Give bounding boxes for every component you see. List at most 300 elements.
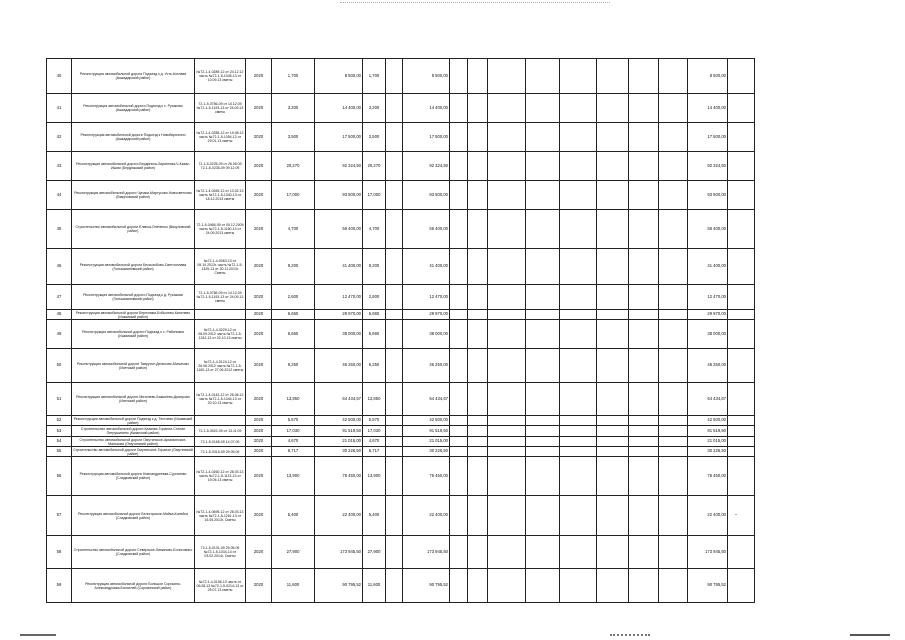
road-works-table	[46, 58, 755, 603]
length-km-2: 17,030	[363, 426, 386, 437]
table-row	[47, 536, 755, 569]
empty-cell	[450, 123, 468, 152]
empty-cell	[629, 383, 659, 416]
empty-cell	[468, 496, 488, 536]
empty-cell	[526, 569, 560, 603]
empty-cell	[659, 94, 688, 123]
empty-cell	[629, 569, 659, 603]
cost-value: 38 000,00	[315, 320, 363, 349]
margin-mark: -	[735, 512, 737, 519]
cost-value-2: 76 450,00	[403, 457, 450, 496]
empty-cell	[386, 447, 403, 457]
empty-cell	[629, 123, 659, 152]
empty-cell	[659, 447, 688, 457]
completion-year: 2020	[246, 181, 272, 210]
table-row	[47, 310, 755, 320]
empty-cell	[450, 59, 468, 94]
table-row	[47, 320, 755, 349]
empty-cell	[488, 349, 526, 383]
empty-cell	[386, 496, 403, 536]
object-name: Реконструкция автомобильной дороги Таврутье-Денисово-Мизоново (Исетский район)	[72, 349, 195, 383]
empty-cell	[526, 123, 560, 152]
length-km: 4,700	[272, 210, 315, 249]
empty-cell	[728, 447, 755, 457]
project-document: 72-1-5-0315-09 29.09.09	[195, 447, 246, 457]
empty-cell	[386, 426, 403, 437]
empty-cell	[659, 249, 688, 285]
row-number: 40	[47, 59, 72, 94]
total-value: 38 000,00	[688, 320, 728, 349]
empty-cell	[659, 152, 688, 181]
empty-cell	[468, 310, 488, 320]
empty-cell	[468, 416, 488, 426]
length-km-2: 6,660	[363, 320, 386, 349]
empty-cell	[450, 457, 468, 496]
length-km-2: 27,900	[363, 536, 386, 569]
empty-cell	[597, 457, 629, 496]
project-document: №72-1-4-0229-12 от 06.09.2012 часть №72-1-5-1242-13 от 02.10.13 сметы	[195, 320, 246, 349]
empty-cell	[728, 123, 755, 152]
empty-cell	[597, 181, 629, 210]
empty-cell	[560, 536, 597, 569]
empty-cell	[560, 181, 597, 210]
empty-cell	[526, 285, 560, 310]
table-row	[47, 59, 755, 94]
empty-cell	[659, 320, 688, 349]
empty-cell	[468, 383, 488, 416]
length-km-2: 5,570	[363, 416, 386, 426]
table-row	[47, 94, 755, 123]
empty-cell	[629, 437, 659, 447]
row-number: 56	[47, 457, 72, 496]
empty-cell	[488, 320, 526, 349]
length-km: 17,030	[272, 426, 315, 437]
cost-value-2: 12 470,00	[403, 285, 450, 310]
empty-cell	[629, 249, 659, 285]
empty-cell	[597, 426, 629, 437]
empty-cell	[560, 249, 597, 285]
empty-cell	[526, 447, 560, 457]
completion-year: 2020	[246, 447, 272, 457]
cost-value: 8 500,00	[315, 59, 363, 94]
completion-year: 2020	[246, 457, 272, 496]
empty-cell	[386, 349, 403, 383]
object-name: Реконструкция автомобильной дороги Березняки-Бобылево-Киселево (Ишимский район)	[72, 310, 195, 320]
completion-year: 2020	[246, 94, 272, 123]
empty-cell	[659, 426, 688, 437]
table-row	[47, 496, 755, 536]
empty-cell	[659, 496, 688, 536]
project-document: №72-1-4-0143-12 от 26.06.12 часть №72-1-5-1344-13 от 20.10.13 сметы	[195, 383, 246, 416]
empty-cell	[450, 426, 468, 437]
empty-cell	[488, 123, 526, 152]
object-name: Реконструкция автомобильной дороги Мизонево-Бакшеево-Дмитрово (Исетский район)	[72, 383, 195, 416]
empty-cell	[488, 447, 526, 457]
empty-cell	[728, 320, 755, 349]
empty-cell	[659, 437, 688, 447]
empty-cell	[526, 457, 560, 496]
empty-cell	[450, 437, 468, 447]
cost-value: 173 945,50	[315, 536, 363, 569]
empty-cell	[450, 181, 468, 210]
empty-cell	[728, 181, 755, 210]
length-km: 2,600	[272, 285, 315, 310]
empty-cell	[560, 94, 597, 123]
project-document: 72-1-5-0522-09 от 13.11.09	[195, 426, 246, 437]
cost-value: 29 970,00	[315, 310, 363, 320]
empty-cell	[386, 285, 403, 310]
table-row	[47, 437, 755, 447]
empty-cell	[450, 536, 468, 569]
project-document: 72-1-5-0165-09 14.07.09	[195, 437, 246, 447]
empty-cell	[560, 152, 597, 181]
empty-cell	[597, 94, 629, 123]
empty-cell	[728, 59, 755, 94]
empty-cell	[560, 447, 597, 457]
empty-cell	[468, 123, 488, 152]
empty-cell	[468, 249, 488, 285]
empty-cell	[488, 496, 526, 536]
scan-edge-right	[850, 634, 890, 636]
total-value: 14 400,00	[688, 94, 728, 123]
table-row	[47, 349, 755, 383]
empty-cell	[468, 181, 488, 210]
empty-cell	[468, 349, 488, 383]
total-value: 21 015,00	[688, 437, 728, 447]
empty-cell	[728, 383, 755, 416]
empty-cell	[488, 210, 526, 249]
empty-cell	[386, 383, 403, 416]
length-km: 3,500	[272, 123, 315, 152]
cost-value: 92 324,50	[315, 152, 363, 181]
empty-cell	[629, 447, 659, 457]
length-km-2: 4,700	[363, 210, 386, 249]
object-name: Реконструкция автомобильной дороги Подъезд к с. Русаково (Ашкадарский район)	[72, 94, 195, 123]
total-value: 42 500,00	[688, 416, 728, 426]
cost-value: 56 400,00	[315, 210, 363, 249]
empty-cell	[597, 123, 629, 152]
completion-year: 2020	[246, 569, 272, 603]
length-km-2: 13,850	[363, 383, 386, 416]
row-number: 50	[47, 349, 72, 383]
length-km: 9,200	[272, 249, 315, 285]
cost-value: 22 400,00	[315, 496, 363, 536]
empty-cell	[386, 569, 403, 603]
empty-cell	[560, 310, 597, 320]
cost-value-2: 173 945,50	[403, 536, 450, 569]
object-name: Строительство автомобильной дороги Казанка-Тораное-Степан Петрушинино (Казанский район)	[72, 426, 195, 437]
cost-value: 93 500,00	[315, 181, 363, 210]
empty-cell	[597, 59, 629, 94]
empty-cell	[659, 310, 688, 320]
total-value: 90 795,52	[688, 569, 728, 603]
cost-value-2: 17 500,00	[403, 123, 450, 152]
length-km-2: 3,200	[363, 94, 386, 123]
length-km: 5,400	[272, 496, 315, 536]
length-km-2: 13,900	[363, 457, 386, 496]
length-km: 6,660	[272, 320, 315, 349]
cost-value-2: 30 226,50	[403, 447, 450, 457]
length-km-2: 6,660	[363, 310, 386, 320]
empty-cell	[468, 152, 488, 181]
empty-cell	[488, 94, 526, 123]
empty-cell	[597, 569, 629, 603]
empty-cell	[488, 437, 526, 447]
cost-value-2: 56 400,00	[403, 210, 450, 249]
total-value: 46 250,00	[688, 349, 728, 383]
length-km: 11,600	[272, 569, 315, 603]
empty-cell	[728, 536, 755, 569]
empty-cell	[526, 349, 560, 383]
row-number: 55	[47, 447, 72, 457]
empty-cell	[728, 310, 755, 320]
project-document: №72-1-4-0124-12 от 26.06.2012 часть №72-1-5-1160-13 от 27.06.2012 сметы	[195, 349, 246, 383]
empty-cell	[526, 437, 560, 447]
completion-year: 2020	[246, 123, 272, 152]
completion-year: 2020	[246, 437, 272, 447]
table-row	[47, 447, 755, 457]
length-km-2: 20,270	[363, 152, 386, 181]
empty-cell	[560, 496, 597, 536]
empty-cell	[597, 416, 629, 426]
empty-cell	[468, 569, 488, 603]
object-name: Строительство автомобильной дороги Омутинское-Армизонское-Мальково (Омутинский район)	[72, 437, 195, 447]
completion-year: 2020	[246, 349, 272, 383]
table-row	[47, 416, 755, 426]
object-name: Реконструкция автомобильной дороги Подъезд к д. Усть-Котлава (Ашкадарский район)	[72, 59, 195, 94]
row-number: 42	[47, 123, 72, 152]
empty-cell	[597, 496, 629, 536]
empty-cell	[526, 152, 560, 181]
empty-cell	[386, 123, 403, 152]
empty-cell	[488, 249, 526, 285]
row-number: 49	[47, 320, 72, 349]
empty-cell	[468, 457, 488, 496]
empty-cell	[488, 152, 526, 181]
empty-cell	[386, 94, 403, 123]
length-km: 17,000	[272, 181, 315, 210]
object-name: Реконструкция автомобильной дороги Подъезд к д. Тестоево (Ишимский район)	[72, 416, 195, 426]
total-value: 93 500,00	[688, 181, 728, 210]
empty-cell	[488, 457, 526, 496]
empty-cell	[386, 536, 403, 569]
cost-value: 46 250,00	[315, 349, 363, 383]
cost-value: 91 519,50	[315, 426, 363, 437]
empty-cell	[597, 310, 629, 320]
completion-year: 2020	[246, 496, 272, 536]
length-km: 9,250	[272, 349, 315, 383]
cost-value-2: 64 434,67	[403, 383, 450, 416]
row-number: 52	[47, 416, 72, 426]
total-value: 92 324,50	[688, 152, 728, 181]
empty-cell	[629, 349, 659, 383]
empty-cell	[728, 349, 755, 383]
object-name: Реконструкция автомобильной дороги Подъезд к д. Русакова (Голышмановский район)	[72, 285, 195, 310]
empty-cell	[526, 416, 560, 426]
empty-cell	[386, 181, 403, 210]
empty-cell	[560, 437, 597, 447]
object-name: Реконструкция автомобильной дороги Бердинска-Зараптова-Ч-Казак-Ишим (Бердюжский район)	[72, 152, 195, 181]
empty-cell	[386, 210, 403, 249]
total-value: 30 226,50	[688, 447, 728, 457]
empty-cell	[468, 285, 488, 310]
empty-cell	[659, 349, 688, 383]
empty-cell	[386, 152, 403, 181]
empty-cell	[597, 285, 629, 310]
empty-cell	[560, 210, 597, 249]
empty-cell	[468, 320, 488, 349]
empty-cell	[526, 210, 560, 249]
length-km-2: 5,400	[363, 496, 386, 536]
table-row	[47, 285, 755, 310]
empty-cell	[629, 426, 659, 437]
row-number: 46	[47, 249, 72, 285]
empty-cell	[526, 426, 560, 437]
cost-value-2: 38 000,00	[403, 320, 450, 349]
empty-cell	[526, 320, 560, 349]
empty-cell	[526, 496, 560, 536]
cost-value: 14 400,00	[315, 94, 363, 123]
cost-value: 21 015,00	[315, 437, 363, 447]
table-row	[47, 249, 755, 285]
empty-cell	[468, 59, 488, 94]
empty-cell	[488, 181, 526, 210]
table-row	[47, 569, 755, 603]
empty-cell	[629, 94, 659, 123]
cost-value-2: 93 500,00	[403, 181, 450, 210]
empty-cell	[597, 210, 629, 249]
table-row	[47, 210, 755, 249]
completion-year: 2020	[246, 249, 272, 285]
empty-cell	[560, 349, 597, 383]
empty-cell	[659, 123, 688, 152]
empty-cell	[450, 285, 468, 310]
empty-cell	[468, 210, 488, 249]
empty-cell	[468, 447, 488, 457]
table-row	[47, 123, 755, 152]
row-number: 59	[47, 569, 72, 603]
empty-cell	[488, 59, 526, 94]
object-name: Реконструкция автомобильной дороги Подъезд к с. Рябиновка (Ишимский район)	[72, 320, 195, 349]
empty-cell	[629, 59, 659, 94]
project-document: 72-1-5-0466-09 от 05.12.2009 часть №72-1-5-1160-13 от 24.09.2013 сметы	[195, 210, 246, 249]
empty-cell	[597, 320, 629, 349]
empty-cell	[597, 536, 629, 569]
object-name: Строительство автомобильной дороги Омутинское-Тораное (Омутинский район)	[73, 447, 193, 456]
empty-cell	[629, 310, 659, 320]
row-number: 44	[47, 181, 72, 210]
cost-value-2: 29 970,00	[403, 310, 450, 320]
completion-year: 2020	[246, 210, 272, 249]
table-row	[47, 181, 755, 210]
empty-cell	[597, 249, 629, 285]
cost-value: 41 400,00	[315, 249, 363, 285]
empty-cell	[659, 59, 688, 94]
empty-cell	[728, 416, 755, 426]
empty-cell	[728, 569, 755, 603]
empty-cell	[560, 416, 597, 426]
table-row	[47, 152, 755, 181]
empty-cell	[488, 383, 526, 416]
empty-cell	[728, 210, 755, 249]
empty-cell	[728, 152, 755, 181]
row-number: 45	[47, 210, 72, 249]
empty-cell	[597, 349, 629, 383]
empty-cell	[488, 536, 526, 569]
empty-cell	[659, 536, 688, 569]
total-value: 8 500,00	[688, 59, 728, 94]
table-row	[47, 457, 755, 496]
total-value: 64 434,67	[688, 383, 728, 416]
empty-cell	[526, 249, 560, 285]
length-km-2: 17,000	[363, 181, 386, 210]
length-km-2: 9,250	[363, 349, 386, 383]
empty-cell	[488, 285, 526, 310]
empty-cell	[468, 94, 488, 123]
empty-cell	[728, 437, 755, 447]
row-number: 41	[47, 94, 72, 123]
cost-value: 12 470,00	[315, 285, 363, 310]
row-number: 47	[47, 285, 72, 310]
empty-cell	[629, 457, 659, 496]
row-number: 53	[47, 426, 72, 437]
empty-cell	[450, 320, 468, 349]
empty-cell	[560, 569, 597, 603]
row-number: 48	[47, 310, 72, 320]
table-row	[47, 426, 755, 437]
length-km: 6,717	[272, 447, 315, 457]
empty-cell	[560, 285, 597, 310]
length-km: 4,670	[272, 437, 315, 447]
empty-cell	[629, 496, 659, 536]
empty-cell	[386, 437, 403, 447]
empty-cell	[659, 416, 688, 426]
project-document: 72-1-5-0131-09 29.05.09 №72-1-5-1034-14 от 03.02.2014г. Сметы	[195, 536, 246, 569]
empty-cell	[488, 416, 526, 426]
length-km-2: 11,600	[363, 569, 386, 603]
empty-cell	[659, 181, 688, 210]
project-document: №72-1-4-0285-12 от 19.08.13 часть №72-1-5-1054-12 от 29.01.13 сметы	[195, 123, 246, 152]
length-km-2: 4,670	[363, 437, 386, 447]
empty-cell	[560, 320, 597, 349]
empty-cell	[386, 249, 403, 285]
empty-cell	[386, 416, 403, 426]
table-row	[47, 383, 755, 416]
empty-cell	[386, 320, 403, 349]
completion-year: 2020	[246, 285, 272, 310]
row-number: 51	[47, 383, 72, 416]
empty-cell	[560, 426, 597, 437]
completion-year: 2020	[246, 59, 272, 94]
total-value: 22 400,00	[688, 496, 728, 536]
length-km-2: 2,600	[363, 285, 386, 310]
empty-cell	[629, 285, 659, 310]
empty-cell	[560, 383, 597, 416]
object-name: Реконструкция автомобильной дороги Большое Сорокино-Александровка-Балахлей (Сорокинский район)	[72, 569, 195, 603]
empty-cell	[450, 152, 468, 181]
length-km: 3,200	[272, 94, 315, 123]
length-km-2: 3,500	[363, 123, 386, 152]
row-number: 57	[47, 496, 72, 536]
length-km: 20,270	[272, 152, 315, 181]
completion-year: 2020	[246, 416, 272, 426]
empty-cell	[597, 152, 629, 181]
empty-cell	[488, 310, 526, 320]
row-number: 54	[47, 437, 72, 447]
length-km: 13,900	[272, 457, 315, 496]
object-name: Реконструкция автомобильной дороги Новоандреевка-Сурганово (Сладковский район)	[72, 457, 195, 496]
empty-cell	[450, 94, 468, 123]
